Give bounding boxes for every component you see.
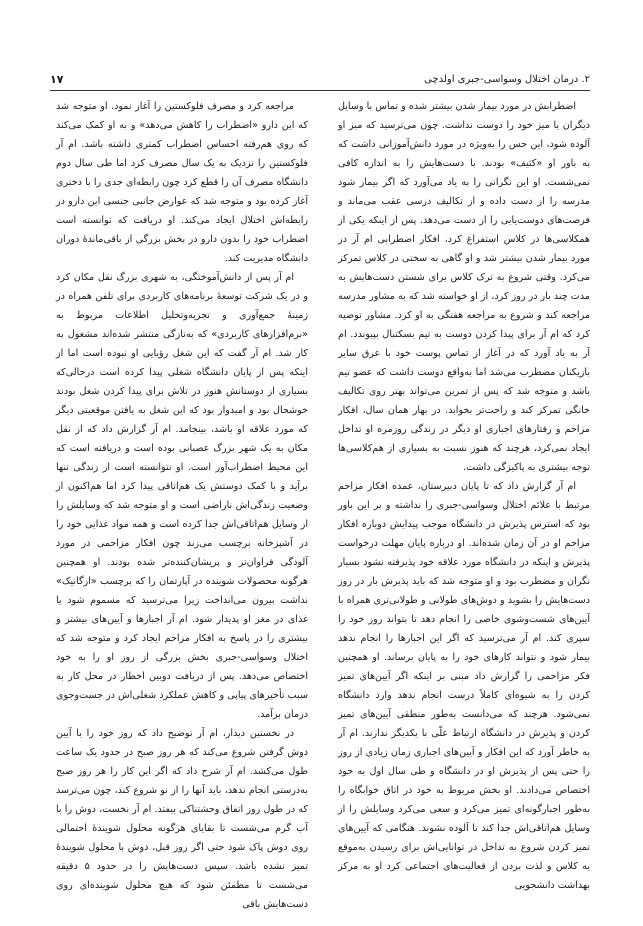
chapter-title: ۲. درمان اختلال وسواسی-جبری اولدچی — [424, 74, 590, 85]
left-column — [56, 97, 308, 910]
paragraph: اضطرابش در مورد بیمار شدن بیشتر شده و تماس با وسایل دیگران یا میز خود را دوست نداشت. چون می‌ترسید که میز او آلوده شود، این حس را به‌ویژه در مورد دانش‌آموزانی داشت که به باور او «کثیف» بودند. با دست‌هایش را به اندازه کافی نمی‌شست. او این نگرانی را به یاد می‌آورد که اگر بیمار شود مدرسه را از دست داده و از تکالیف درسی عقب می‌ماند و فرصت‌های دوست‌یابی را از دست می‌دهد. پس از اینکه یکی از همکلاسی‌ها در کلاس استفراغ کرد، افکار اضطرابی ام آر در مورد بیمار شدن بیشتر شد و او گاهی به سختی در کلاس تمرکز می‌کرد. وقتی شروع به ترک کلاس برای شستن دست‌هایش به مدت چند بار در روز کرد، از او خواسته شد که به مشاور مدرسه مراجعه کند و شروع به مراجعه هفتگی به او کرد. مشاور توصیه کرد که ام آر برای پیدا کردن دوست به تیم بسکتبال بپیوندد. ام آر به یاد آورد که در آغاز از تماس پوست خود با عرق سایر بازیکنان مضطرب می‌شد اما به‌واقع دوست داشت که عضو تیم باشد و متوجه شد که پس از تمرین می‌تواند بهتر روی تکالیف خانگی تمرکز کند و راحت‌تر بخوابد. در بهار همان سال، افکار مزاحم و رفتارهای اجباری او دیگر در زندگی روزمره او تداخل ایجاد نمی‌کرد، هرچند که هنوز نسبت به بسیاری از هم‌کلاسی‌ها توجه بیشتری به پاکیزگی داشت. — [338, 101, 590, 473]
paragraph: مراجعه کرد و مصرف فلوکستین را آغاز نمود. او متوجه شد که این دارو «اضطراب را کاهش می‌دهد» و به او کمک می‌کند که روی هم‌رفته احساس اضطراب کمتری داشته باشد. ام آر فلوکستین را نزدیک به یک سال مصرف کرد اما طی سال دوم دانشگاه مصرف آن را قطع کرد چون رابطه‌ای جدی را با دختری آغاز کرده بود و متوجه شد که عوارض جانبی جنسی این دارو در رابطه‌اش اختلال ایجاد می‌کند. او دریافت که توانسته است اضطراب خود را بدون دارو در بخش بزرگی از باقی‌ماندهٔ دوران دانشگاه مدیریت کند. — [56, 101, 308, 264]
right-column — [338, 97, 590, 891]
paragraph: در نخستین دیدار، ام آر توضیح داد که روز خود را با آیین دوش گرفتن شروع می‌کند که هر روز صبح در حدود یک ساعت طول می‌کشد. ام آر شرح داد که اگر این کار را هر روز صبح به‌درستی انجام ندهد، باید آنها را از نو شروع کند، چون می‌ترسد که در طول روز اتفاق وحشتناکی بیفتد. ام آر نخست، دوش را با آب گرم می‌شست تا بقایای هرگونه محلول شویندهٔ احتمالی روی دوش پاک شود حتی اگر روز قبل، دوش با محلول شویندهٔ تمیز نشده باشد. سپس دست‌هایش را در حدود ۵ دقیقه می‌شست تا مطمئن شود که هیچ محلول شوینده‌ای روی دست‌هایش باقی — [56, 728, 308, 910]
running-header — [50, 72, 590, 88]
page-number: ۱۷ — [50, 73, 64, 86]
paragraph: ام آر پس از دانش‌آموختگی، به شهری بزرگ نقل مکان کرد و در یک شرکت توسعهٔ برنامه‌های کاربردی برای تلفن همراه در زمینهٔ جمع‌آوری و تجزیه‌وتحلیل اطلاعات مربوط به «نرم‌افزارهای کاربردی» که به‌تازگی منتشر شده‌اند مشغول به کار شد. ام آر گفت که این شغل رؤیایی او نبوده است اما از اینکه پس از پایان دانشگاه شغلی پیدا کرده است درحالی‌که بسیاری از دوستانش هنوز در تلاش برای پیدا کردن شغل بودند خوشحال بود و امیدوار بود که این شغل به یافتن موقعیتی دیگر که مورد علاقه او باشد، بینجامد. ام آر گزارش داد که از نقل مکان به یک شهر بزرگ عصبانی بوده است و دریافته است که این محیط اضطراب‌آور است. او نتوانسته است از زندگی تنها برآید و با کمک دوستش یک هم‌اتاقی پیدا کرد اما هم‌اکنون از وضعیت زندگی‌اش ناراضی است و او متوجه شد که وسایلش را از وسایل هم‌اتاقی‌اش جدا کرده است و همه مواد غذایی خود را در آشپزخانه برچسب می‌زند چون افکار مزاحمی در مورد آلودگی فراوان‌تر و پریشان‌کننده‌تر شده بودند. او همچنین هرگونه محصولات شوینده در آپارتمان را که برچسب «ارگانیک» نداشت بیرون می‌انداخت زیرا می‌ترسید که مسموم شود یا غذای در مغز او پدیدار شود. ام آر اجبارها و آیین‌های بیشتر و بیشتری را در پاسخ به افکار مزاحم ایجاد کرد و متوجه شد که اختلال وسواسی-جبری بخش بزرگی از روز او را به خود اختصاص می‌دهد. پس از دریافت دوبین اخطار در محل کار به سبب تأخیرهای پیاپی و کاهش عملکرد شغلی‌اش در جست‌وجوی درمان برآمد. — [56, 272, 308, 720]
header-rule — [50, 90, 590, 91]
paragraph: ام آر گزارش داد که تا پایان دبیرستان، عمده افکار مزاحم مرتبط با علائم اختلال وسواسی-جبری را نداشته و بر این باور بود که استرس پذیرش در دانشگاه موجب پیدایش دوباره افکار مزاحم او در آن زمان شده‌اند. او درباره پایان مهلت درخواست پذیرش و اینکه در دانشگاه مورد علاقه خود پذیرفته نشود بسیار نگران و مضطرب بود و او متوجه شد که باید پذیرش بار در روز دست‌هایش را بشوید و دوش‌های طولانی و طولانی‌تری همراه با آیین‌های شست‌وشوی خاصی را انجام دهد تا بتواند روز خود را سپری کند. ام آر می‌ترسید که اگر این اجبارها را انجام ندهد بیمار شود و نتواند کارهای خود را به پایان برساند. او همچنین فکر مزاحمی را گزارش داد مبنی بر اینکه اگر آیین‌های تمیز کردن را به شیوه‌ای کاملاً درست انجام ندهد وارد دانشگاه نمی‌شود. هرچند که می‌دانست به‌طور منطقی آیین‌های تمیز کردن و پذیرش در دانشگاه ارتباط علّی با یکدیگر ندارند. ام آر به خاطر آورد که این افکار و آیین‌های اجباری زمان زیادی از روز را حتی پس از پذیرش او در دانشگاه و طی سال اول به خود اختصاص می‌دادند. او بخش مربوط به خود در اتاق خوابگاه را به‌طور اجبارگونه‌ای تمیز می‌کرد و سعی می‌کرد وسایلش را از وسایل هم‌اتاقی‌اش جدا کند تا آلوده نشوند. هنگامی که آیین‌های تمیز کردن شروع به تداخل در توانایی‌اش برای رسیدن به‌موقع به کلاس و لذت بردن از فعالیت‌های اجتماعی کرد او به مرکز بهداشت دانشجویی — [338, 481, 590, 891]
